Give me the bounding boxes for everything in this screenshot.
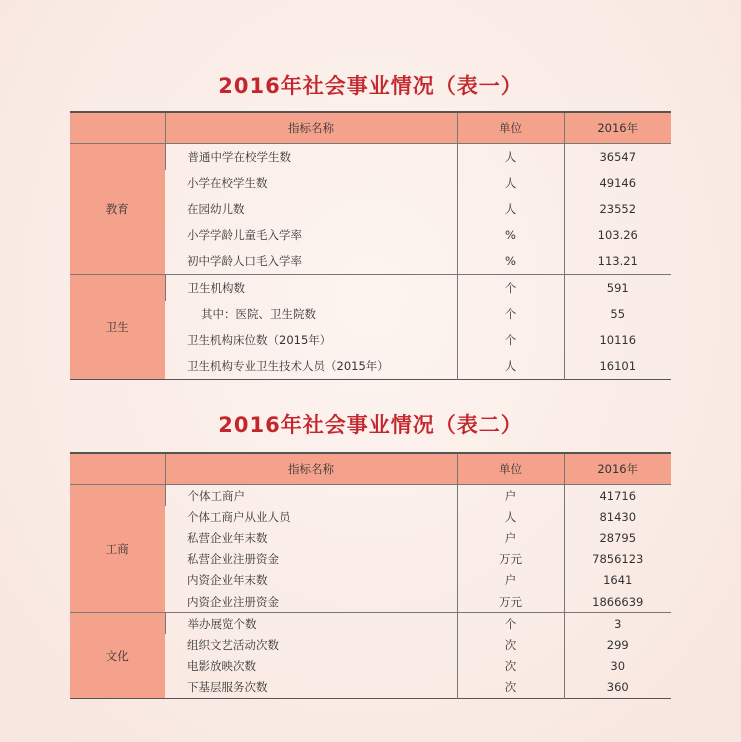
indicator-unit: 万元 xyxy=(457,591,564,613)
indicator-unit: 人 xyxy=(457,170,564,196)
header-year: 2016年 xyxy=(564,112,671,144)
indicator-value: 591 xyxy=(564,275,671,302)
indicator-name: 卫生机构数 xyxy=(165,275,457,302)
indicator-value: 36547 xyxy=(564,144,671,171)
header-unit: 单位 xyxy=(457,112,564,144)
indicator-value: 30 xyxy=(564,656,671,677)
indicator-unit: 个 xyxy=(457,327,564,353)
table-row xyxy=(70,613,671,635)
indicator-value: 23552 xyxy=(564,196,671,222)
table-header-row xyxy=(70,112,671,144)
indicator-value: 1641 xyxy=(564,570,671,591)
indicator-unit: % xyxy=(457,248,564,275)
indicator-unit: 次 xyxy=(457,677,564,699)
table-header-row xyxy=(70,453,671,485)
indicator-unit: 户 xyxy=(457,485,564,507)
category-cell: 教育 xyxy=(70,144,165,275)
header-year: 2016年 xyxy=(564,453,671,485)
table-row xyxy=(70,485,671,507)
table2 xyxy=(70,452,671,699)
indicator-name: 小学在校学生数 xyxy=(187,176,268,190)
table-row xyxy=(70,144,671,171)
table1 xyxy=(70,111,671,380)
table-row xyxy=(70,275,671,302)
indicator-value: 49146 xyxy=(564,170,671,196)
table1-title: 2016年社会事业情况（表一） xyxy=(218,74,523,98)
indicator-name: 卫生机构床位数（2015年） xyxy=(187,333,332,347)
indicator-value: 41716 xyxy=(564,485,671,507)
category-cell: 文化 xyxy=(70,613,165,699)
indicator-name: 私营企业年末数 xyxy=(187,530,268,545)
header-category xyxy=(70,453,165,485)
table2-title: 2016年社会事业情况（表二） xyxy=(218,413,523,437)
indicator-name: 电影放映次数 xyxy=(187,659,256,674)
indicator-unit: 个 xyxy=(457,275,564,302)
indicator-value: 7856123 xyxy=(564,549,671,570)
header-name: 指标名称 xyxy=(165,112,457,144)
indicator-unit: 户 xyxy=(457,570,564,591)
indicator-unit: 万元 xyxy=(457,549,564,570)
indicator-name: 个体工商户 xyxy=(165,485,457,507)
indicator-value: 81430 xyxy=(564,506,671,527)
indicator-name: 内资企业年末数 xyxy=(187,573,268,588)
indicator-name: 举办展览个数 xyxy=(165,613,457,635)
indicator-name: 下基层服务次数 xyxy=(187,680,268,695)
indicator-name: 在园幼儿数 xyxy=(187,202,245,216)
header-category xyxy=(70,112,165,144)
indicator-name: 卫生机构专业卫生技术人员（2015年） xyxy=(187,359,389,373)
indicator-name: 初中学龄人口毛入学率 xyxy=(187,254,302,268)
indicator-unit: 人 xyxy=(457,353,564,380)
indicator-value: 1866639 xyxy=(564,591,671,613)
indicator-name: 个体工商户从业人员 xyxy=(187,509,291,524)
indicator-value: 3 xyxy=(564,613,671,635)
indicator-value: 10116 xyxy=(564,327,671,353)
indicator-name: 普通中学在校学生数 xyxy=(165,144,457,171)
category-cell: 工商 xyxy=(70,485,165,613)
indicator-unit: % xyxy=(457,222,564,248)
indicator-value: 113.21 xyxy=(564,248,671,275)
indicator-unit: 次 xyxy=(457,634,564,655)
indicator-value: 103.26 xyxy=(564,222,671,248)
indicator-value: 28795 xyxy=(564,527,671,548)
indicator-unit: 个 xyxy=(457,613,564,635)
category-cell: 卫生 xyxy=(70,275,165,380)
indicator-value: 55 xyxy=(564,301,671,327)
indicator-name: 内资企业注册资金 xyxy=(187,594,279,609)
indicator-value: 299 xyxy=(564,634,671,655)
indicator-value: 16101 xyxy=(564,353,671,380)
indicator-name: 小学学龄儿童毛入学率 xyxy=(187,228,302,242)
indicator-unit: 人 xyxy=(457,196,564,222)
indicator-name: 组织文艺活动次数 xyxy=(187,637,279,652)
header-unit: 单位 xyxy=(457,453,564,485)
indicator-unit: 人 xyxy=(457,144,564,171)
indicator-value: 360 xyxy=(564,677,671,699)
indicator-unit: 次 xyxy=(457,656,564,677)
indicator-unit: 个 xyxy=(457,301,564,327)
indicator-unit: 人 xyxy=(457,506,564,527)
indicator-name: 私营企业注册资金 xyxy=(187,552,279,567)
indicator-unit: 户 xyxy=(457,527,564,548)
header-name: 指标名称 xyxy=(165,453,457,485)
indicator-name: 其中：医院、卫生院数 xyxy=(201,307,316,321)
